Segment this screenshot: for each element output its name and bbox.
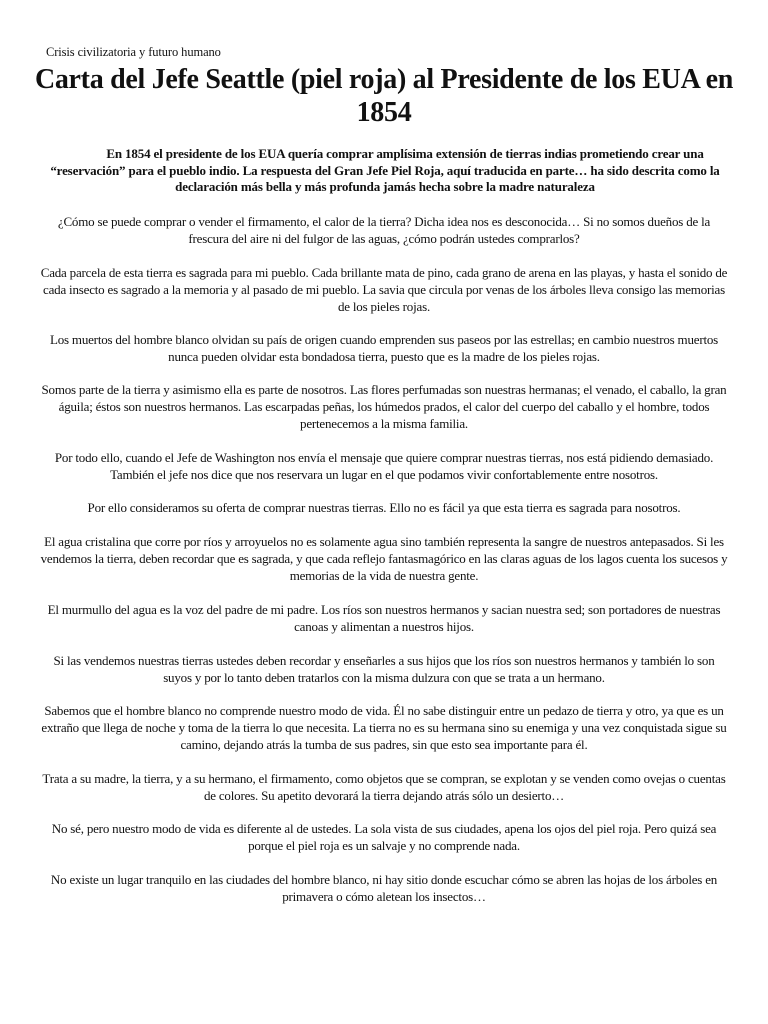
paragraph-13: No existe un lugar tranquilo en las ciudades del hombre blanco, ni hay sitio donde escuchar cómo se abren las hojas de los árboles en primavera o cómo aletean los insectos… [50,872,718,904]
paragraph-10: Sabemos que el hombre blanco no comprende nuestro modo de vida. Él no sabe distinguir entre un pedazo de tierra y otro, ya que es un extraño que llega de noche y toma de la tierra lo que necesita. La tierra no es su hermana sino su enemiga y una vez conquistada sigue su camino, dejando atrás la tumba de sus padres, sin que esto sea importante para él. [41,703,727,752]
running-header: Crisis civilizatoria y futuro humano [46,45,221,59]
paragraph-8: El murmullo del agua es la voz del padre de mi padre. Los ríos son nuestros hermanos y sacian nuestra sed; son portadores de nuestras canoas y alimentan a nuestros hijos. [47,602,721,634]
paragraph-11: Trata a su madre, la tierra, y a su hermano, el firmamento, como objetos que se compran, se explotan y se venden como ovejas o cuentas de colores. Su apetito devorará la tierra dejando atrás sólo un desierto… [42,771,726,803]
paragraph-2: Cada parcela de esta tierra es sagrada para mi pueblo. Cada brillante mata de pino, cada grano de arena en las playas, y hasta el sonido de cada insecto es sagrado a la memoria y al pasado de mi pueblo. La savia que circula por venas de los árboles lleva consigo las memorias de los pieles rojas. [40,265,728,314]
paragraph-5: Por todo ello, cuando el Jefe de Washington nos envía el mensaje que quiere comprar nuestras tierras, nos está pidiendo demasiado. También el jefe nos dice que nos reservara un lugar en el que podamos vivir confortablemente entre nosotros. [54,450,714,482]
paragraph-3: Los muertos del hombre blanco olvidan su país de origen cuando emprenden sus paseos por las estrellas; en cambio nuestros muertos nunca pueden olvidar esta bondadosa tierra, puesto que es la madre de los pieles rojas. [49,332,719,364]
intro-paragraph [40,146,730,196]
paragraph-9: Si las vendemos nuestras tierras ustedes deben recordar y enseñarles a sus hijos que los ríos son nuestros hermanos y también lo son suyos y por lo tanto deben tratarlos con la misma dulzura con que se trata a un hermano. [53,653,715,685]
paragraph-12: No sé, pero nuestro modo de vida es diferente al de ustedes. La sola vista de sus ciudades, apena los ojos del piel roja. Pero quizá sea porque el piel roja es un salvaje y no comprende nada. [51,821,717,853]
paragraph-4: Somos parte de la tierra y asimismo ella es parte de nosotros. Las flores perfumadas son nuestras hermanas; el venado, el caballo, la gran águila; éstos son nuestros hermanos. Las escarpadas peñas, los húmedos prados, el calor del cuerpo del caballo y el hombre, todos pertenecemos a la misma familia. [41,382,727,431]
paragraph-6: Por ello consideramos su oferta de comprar nuestras tierras. Ello no es fácil ya que esta tierra es sagrada para nosotros. [87,500,681,515]
paragraph-1: ¿Cómo se puede comprar o vender el firmamento, el calor de la tierra? Dicha idea nos es desconocida… Si no somos dueños de la frescura del aire ni del fulgor de las aguas, ¿cómo podrán ustedes comprarlos? [57,214,711,246]
page-title: Carta del Jefe Seattle (piel roja) al Presidente de los EUA en 1854 [34,64,734,128]
paragraph-7: El agua cristalina que corre por ríos y arroyuelos no es solamente agua sino también representa la sangre de nuestros antepasados. Si les vendemos la tierra, deben recordar que es sagrada, y que cada reflejo fantasmagórico en las claras aguas de los lagos cuenta los sucesos y memorias de la vida de nuestra gente. [40,534,728,583]
intro-text: En 1854 el presidente de los EUA quería comprar amplísima extensión de tierras indias prometiendo crear una “reservación” para el pueblo indio. La respuesta del Gran Jefe Piel Roja, aquí traducida en parte… ha sido descrita como la declaración más bella y más profunda jamás hecha sobre la madre naturaleza [50,146,720,194]
